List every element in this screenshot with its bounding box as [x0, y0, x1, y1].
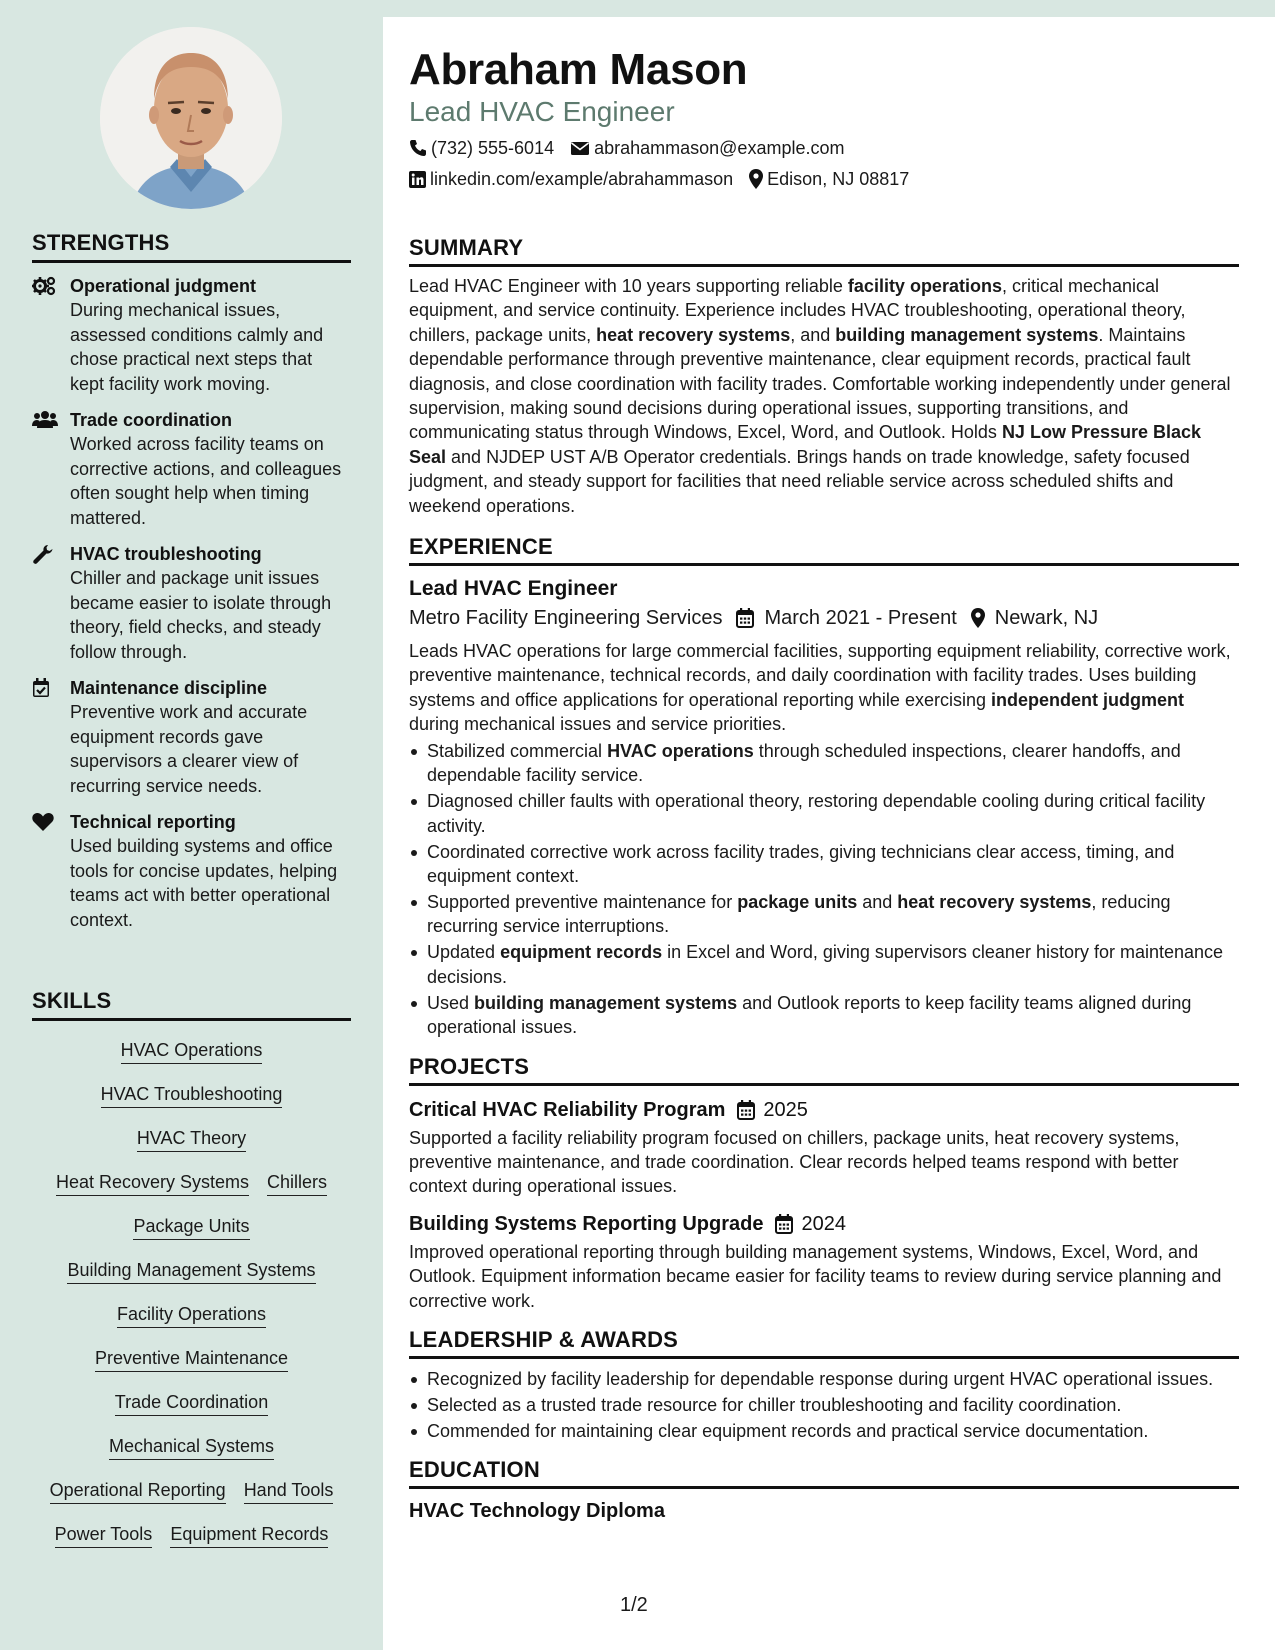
strength-title: Trade coordination: [70, 410, 233, 430]
main-content: [383, 17, 1275, 1650]
contact-line: [409, 136, 1239, 160]
map-pin-icon: [749, 169, 763, 189]
strengths-heading: STRENGTHS: [32, 230, 351, 263]
phone-icon: [409, 139, 427, 157]
summary-heading: SUMMARY: [409, 235, 1239, 267]
location-text: Edison, NJ 08817: [767, 169, 910, 189]
strength-title: Maintenance discipline: [70, 678, 268, 698]
list-item: Diagnosed chiller faults with operational theory, restoring dependable cooling during critical facility activity.: [409, 789, 1239, 838]
skill-tag: HVAC Operations: [121, 1039, 263, 1064]
project-title: Building Systems Reporting Upgrade 2024: [409, 1210, 1239, 1238]
calendar-icon: [775, 1214, 793, 1234]
strength-title: HVAC troubleshooting: [70, 544, 262, 564]
sidebar: [0, 0, 383, 1650]
skill-tag: Operational Reporting: [50, 1479, 226, 1504]
heart-icon: [32, 810, 56, 932]
contact-phone[interactable]: [409, 136, 554, 160]
job-dates: March 2021 - Present: [736, 603, 956, 633]
summary-section: [409, 235, 1239, 518]
skill-tag: Facility Operations: [117, 1303, 266, 1328]
skills-list: [32, 1039, 351, 1548]
leadership-section: [409, 1327, 1239, 1443]
job-bullets: [409, 739, 1239, 1040]
linkedin-text: linkedin.com/example/abrahammason: [430, 169, 734, 189]
list-item: Commended for maintaining clear equipment records and practical service documentation.: [409, 1419, 1239, 1443]
skill-tag: HVAC Troubleshooting: [101, 1083, 283, 1108]
skill-tag: Heat Recovery Systems: [56, 1171, 249, 1196]
strength-item: [32, 810, 351, 932]
candidate-role: Lead HVAC Engineer: [409, 96, 675, 127]
gears-icon: [32, 274, 56, 396]
envelope-icon: [570, 140, 590, 156]
list-item: Stabilized commercial HVAC operations through scheduled inspections, clearer handoffs, and dependable facility service.: [409, 739, 1239, 788]
strength-title: Operational judgment: [70, 276, 257, 296]
education-section: [409, 1457, 1239, 1525]
project-title: Critical HVAC Reliability Program 2025: [409, 1096, 1239, 1124]
project-date: 2025: [737, 1096, 808, 1124]
strength-desc: Worked across facility teams on corrective actions, and colleagues often sought help when timing mattered.: [70, 434, 342, 528]
experience-heading: EXPERIENCE: [409, 534, 1239, 566]
candidate-name: Abraham Mason: [409, 45, 748, 94]
skill-tag: Equipment Records: [170, 1523, 328, 1548]
job-meta: [409, 603, 1239, 633]
calendar-icon: [736, 608, 754, 628]
strength-desc: Chiller and package unit issues became easier to isolate through theory, field checks, and steady follow through.: [70, 568, 332, 662]
skill-tag: HVAC Theory: [137, 1127, 246, 1152]
calendar-icon: [737, 1100, 755, 1120]
skill-tag: Package Units: [133, 1215, 249, 1240]
skill-tag: Mechanical Systems: [109, 1435, 274, 1460]
calendar-check-icon: [32, 676, 56, 798]
strength-title: Technical reporting: [70, 812, 236, 832]
project-desc: Supported a facility reliability program focused on chillers, package units, heat recovery systems, preventive maintenance, and trade coordination. Clear records helped teams respond with better context during operational issues.: [409, 1127, 1180, 1197]
phone-text: (732) 555-6014: [431, 138, 555, 158]
map-pin-icon: [971, 608, 985, 628]
users-icon: [32, 408, 56, 530]
skill-tag: Building Management Systems: [67, 1259, 315, 1284]
skill-tag: Trade Coordination: [115, 1391, 268, 1416]
strength-desc: Used building systems and office tools for concise updates, helping teams act with better operational context.: [70, 836, 338, 930]
strength-item: [32, 542, 351, 664]
skill-tag: Preventive Maintenance: [95, 1347, 288, 1372]
linkedin-icon: [409, 171, 426, 188]
skills-section: [32, 988, 351, 1567]
avatar: [100, 27, 282, 209]
project-desc: Improved operational reporting through building management systems, Windows, Excel, Word, and Outlook. Equipment information became easier for facility teams to review during service planning and corrective work.: [409, 1241, 1222, 1311]
experience-section: [409, 534, 1239, 1039]
contact-location: [749, 167, 909, 191]
strength-desc: During mechanical issues, assessed conditions calmly and chose practical next steps that kept facility work moving.: [70, 300, 324, 394]
projects-heading: PROJECTS: [409, 1054, 1239, 1086]
list-item: Used building management systems and Outlook reports to keep facility teams aligned during operational issues.: [409, 991, 1239, 1040]
job-intro: Leads HVAC operations for large commercial facilities, supporting equipment reliability, corrective work, preventive maintenance, technical records, and daily coordination with facility trades. Uses building systems and office applications for operational reporting while exercising independent judgment during mechanical issues and service priorities.: [409, 641, 1231, 735]
education-degree: HVAC Technology Diploma: [409, 1500, 665, 1523]
leadership-heading: LEADERSHIP & AWARDS: [409, 1327, 1239, 1359]
contact-email[interactable]: [570, 136, 844, 160]
strength-desc: Preventive work and accurate equipment records gave supervisors a clearer view of recurring service needs.: [70, 702, 308, 796]
skills-heading: SKILLS: [32, 988, 351, 1021]
job-company: Metro Facility Engineering Services: [409, 607, 723, 630]
list-item: Recognized by facility leadership for dependable response during urgent HVAC operational issues.: [409, 1367, 1239, 1391]
job-title: Lead HVAC Engineer: [409, 577, 618, 601]
contact-line: [409, 167, 1239, 191]
strength-item: [32, 408, 351, 530]
skill-tag: Power Tools: [55, 1523, 153, 1548]
list-item: Supported preventive maintenance for package units and heat recovery systems, reducing recurring service interruptions.: [409, 890, 1239, 939]
email-text: abrahammason@example.com: [594, 138, 845, 158]
education-heading: EDUCATION: [409, 1457, 1239, 1489]
skill-tag: Chillers: [267, 1171, 327, 1196]
leadership-list: [409, 1367, 1239, 1443]
projects-section: [409, 1054, 1239, 1313]
summary-text: Lead HVAC Engineer with 10 years supporting reliable facility operations, critical mechanical equipment, and service continuity. Experience includes HVAC troubleshooting, operational theory, chillers, package units, heat recovery systems, and building management systems. Maintains dependable performance through preventive maintenance, clear equipment records, practical fault diagnosis, and close coordination with facility trades. Comfortable working independently under general supervision, making sound decisions during operational issues, supporting transitions, and communicating status through Windows, Excel, Word, and Outlook. Holds NJ Low Pressure Black Seal and NJDEP UST A/B Operator credentials. Brings hands on trade knowledge, safety focused judgment, and steady support for facilities that need reliable service across scheduled shifts and weekend operations.: [409, 276, 1231, 516]
job-location: Newark, NJ: [971, 603, 1098, 633]
page-number: 1/2: [620, 1594, 648, 1616]
list-item: Updated equipment records in Excel and Word, giving supervisors cleaner history for maintenance decisions.: [409, 940, 1239, 989]
skill-tag: Hand Tools: [244, 1479, 334, 1504]
strengths-section: [32, 230, 351, 932]
list-item: Selected as a trusted trade resource for chiller troubleshooting and facility coordination.: [409, 1393, 1239, 1417]
contact-linkedin[interactable]: [409, 167, 733, 191]
wrench-icon: [32, 542, 56, 664]
strength-item: [32, 274, 351, 396]
strength-item: [32, 676, 351, 798]
list-item: Coordinated corrective work across facility trades, giving technicians clear access, timing, and equipment context.: [409, 840, 1239, 889]
project-date: 2024: [775, 1210, 846, 1238]
